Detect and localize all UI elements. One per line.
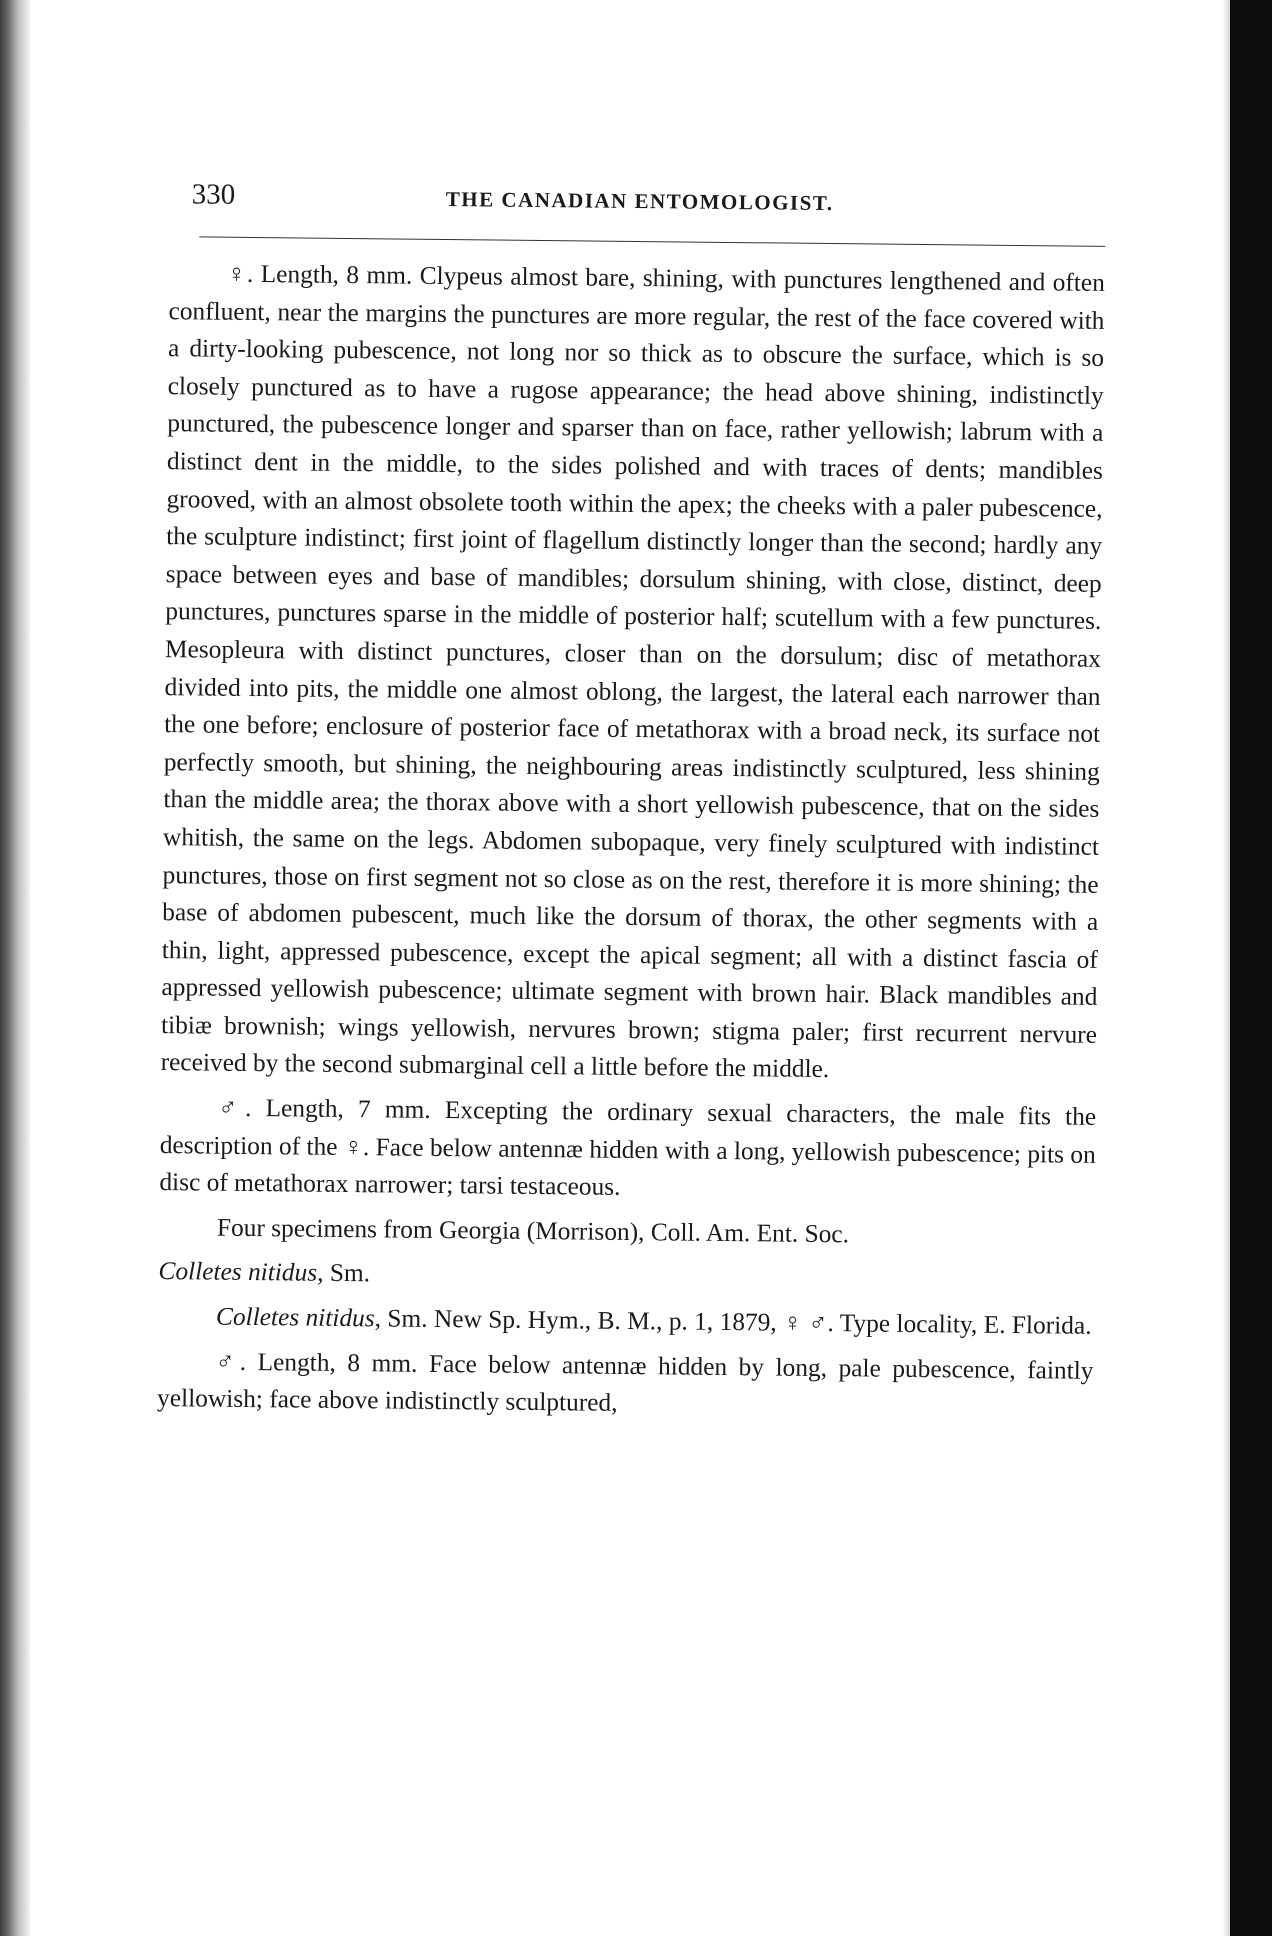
page-body	[147, 255, 1119, 1428]
male-nitidus-paragraph: ♂. Length, 8 mm. Face below antennæ hidden by long, pale pubescence, faintly yellowish; face above indistinctly sculptured,	[156, 1347, 1094, 1418]
page-number: 330	[191, 178, 236, 211]
citation-paragraph	[158, 1298, 1094, 1345]
citation-species-name: Colletes nitidus	[215, 1302, 375, 1333]
header-rule	[199, 236, 1105, 246]
scan-right-edge	[1230, 0, 1272, 1936]
species-heading	[158, 1253, 1094, 1300]
scan-left-edge	[0, 0, 30, 1936]
species-heading-author: , Sm.	[317, 1259, 371, 1288]
female-description-paragraph: ♀. Length, 8 mm. Clypeus almost bare, shining, with punctures lengthened and often confluent, near the margins the punctures are more regular, the rest of the face covered with a dirty-looking pubescence, not long nor so thick as to obscure the surface, which is so closely punctured as to have a rugose appearance; the head above shining, indistinctly punctured, the pubescence longer and sparser than on face, rather yellowish; labrum with a distinct dent in the middle, to the sides polished and with traces of dents; mandibles grooved, with an almost obsolete tooth within the apex; the cheeks with a paler pubescence, the sculpture indistinct; first joint of flagellum distinctly longer than the second; hardly any space between eyes and base of mandibles; dorsulum shining, with close, distinct, deep punctures, punctures sparse in the middle of posterior half; scutellum with a few punctures. Mesopleura with distinct punctures, closer than on the dorsulum; disc of metathorax divided into pits, the middle one almost oblong, the largest, the lateral each narrower than the one before; enclosure of posterior face of metathorax with a broad neck, its surface not perfectly smooth, but shining, the neighbouring areas indistinctly sculptured, less shining than the middle area; the thorax above with a short yellowish pubescence, that on the sides whitish, the same on the legs. Abdomen subopaque, very finely sculptured with indistinct punctures, those on first segment not so close as on the rest, therefore it is more shining; the base of abdomen pubescent, much like the dorsum of thorax, the other segments with a thin, light, appressed pubescence, except the apical segment; all with a distinct fascia of appressed yellowish pubescence; ultimate segment with brown hair. Black mandibles and tibiæ brownish; wings yellowish, nervures brown; stigma paler; first recurrent nervure received by the second submarginal cell a little before the middle.	[160, 259, 1106, 1084]
page-header	[159, 170, 1119, 230]
running-title: THE CANADIAN ENTOMOLOGIST.	[445, 186, 834, 216]
scan-right-gutter	[1222, 0, 1230, 1936]
citation-text: , Sm. New Sp. Hym., B. M., p. 1, 1879, ♀ ♂. Type locality, E. Florida.	[374, 1304, 1092, 1340]
species-heading-name: Colletes nitidus	[158, 1257, 318, 1288]
male-description-paragraph: ♂. Length, 7 mm. Excepting the ordinary sexual characters, the male fits the description of the ♀. Face below antennæ hidden with a long, yellowish pubescence; pits on disc of metathorax narrower; tarsi testaceous.	[159, 1093, 1097, 1202]
specimens-paragraph: Four specimens from Georgia (Morrison), Coll. Am. Ent. Soc.	[216, 1213, 850, 1249]
book-page	[147, 170, 1120, 1428]
